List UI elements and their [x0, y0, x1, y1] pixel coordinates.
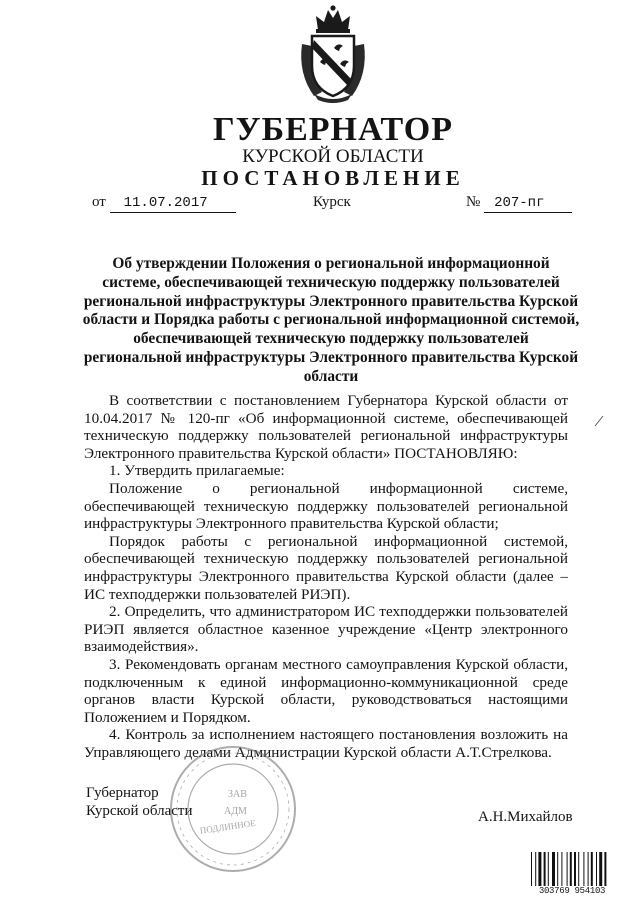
heading-line: Об утверждении Положения о региональной информационной — [112, 255, 550, 272]
body-paragraph: Порядок работы с региональной информационной системой, обеспечивающей техническую поддержку пользователей региональной инфраструктуры Электронного правительства Курской области (далее – ИС техподдержки пользователей РИЭП). — [84, 532, 568, 603]
document-type-heading: ПОСТАНОВЛЕНИЕ — [201, 166, 465, 190]
document-issuer-title: ГУБЕРНАТОР — [213, 111, 453, 148]
stamp-text: АДМ — [224, 806, 247, 817]
body-paragraph: 2. Определить, что администратором ИС техподдержки пользователей РИЭП является областное казенное учреждение «Центр электронного взаимодействия». — [84, 603, 568, 656]
barcode-bars-icon — [530, 852, 614, 886]
signatory-name: А.Н.Михайлов — [478, 809, 573, 825]
document-date: 11.07.2017 — [110, 194, 236, 213]
heading-line: системе, обеспечивающей техническую поддержку пользователей — [102, 273, 560, 291]
date-prefix: от — [92, 194, 106, 210]
heading-line: региональной инфраструктуры Электронного правительства Курской — [83, 292, 579, 310]
stamp-text: ЗАВ — [228, 789, 247, 800]
document-date-field — [92, 193, 236, 213]
body-paragraph: 4. Контроль за исполнением настоящего постановления возложить на Управляющего делами Администрации Курской области А.Т.Стрелкова. — [84, 726, 568, 761]
document-city: Курск — [313, 194, 351, 210]
document-region-subtitle: КУРСКОЙ ОБЛАСТИ — [242, 146, 424, 167]
document-number-field — [466, 193, 572, 213]
heading-line: обеспечивающей техническую поддержку пользователей — [133, 330, 529, 348]
signatory-title-line: Курской области — [86, 803, 193, 819]
heading-line: области — [303, 367, 359, 385]
coat-of-arms-emblem — [294, 4, 372, 104]
number-prefix: № — [466, 194, 481, 210]
decree-heading — [78, 255, 584, 387]
body-paragraph: В соответствии с постановлением Губернатора Курской области от 10.04.2017 № 120-пг «Об информационной системе, обеспечивающей техническую поддержку пользователей региональной инфраструктуры Электронного правительства Курской области» ПОСТАНОВЛЯЮ: — [84, 392, 568, 462]
document-barcode — [530, 852, 614, 898]
document-number: 207-пг — [484, 194, 572, 213]
heading-line: области и Порядка работы с региональной информационной системой, — [82, 311, 580, 329]
barcode-number: 303769 954103 — [538, 886, 606, 896]
official-seal-stamp — [166, 742, 300, 876]
heading-line: региональной инфраструктуры Электронного правительства Курской — [83, 348, 579, 366]
stamp-text: ПОДЛИННОЕ — [199, 817, 257, 836]
body-paragraph: 3. Рекомендовать органам местного самоуправления Курской области, подключенным к единой информационно-коммуникационной среде органов власти Курской области, руководствоваться настоящими Положением и Порядком. — [84, 655, 568, 726]
body-paragraph: Положение о региональной информационной системе, обеспечивающей техническую поддержку пользователей региональной инфраструктуры Электронного правительства Курской области; — [84, 479, 568, 533]
pen-mark-icon — [594, 415, 604, 427]
signatory-title-line: Губернатор — [86, 785, 159, 801]
decree-body — [84, 392, 568, 761]
body-paragraph: 1. Утвердить прилагаемые: — [109, 462, 285, 480]
